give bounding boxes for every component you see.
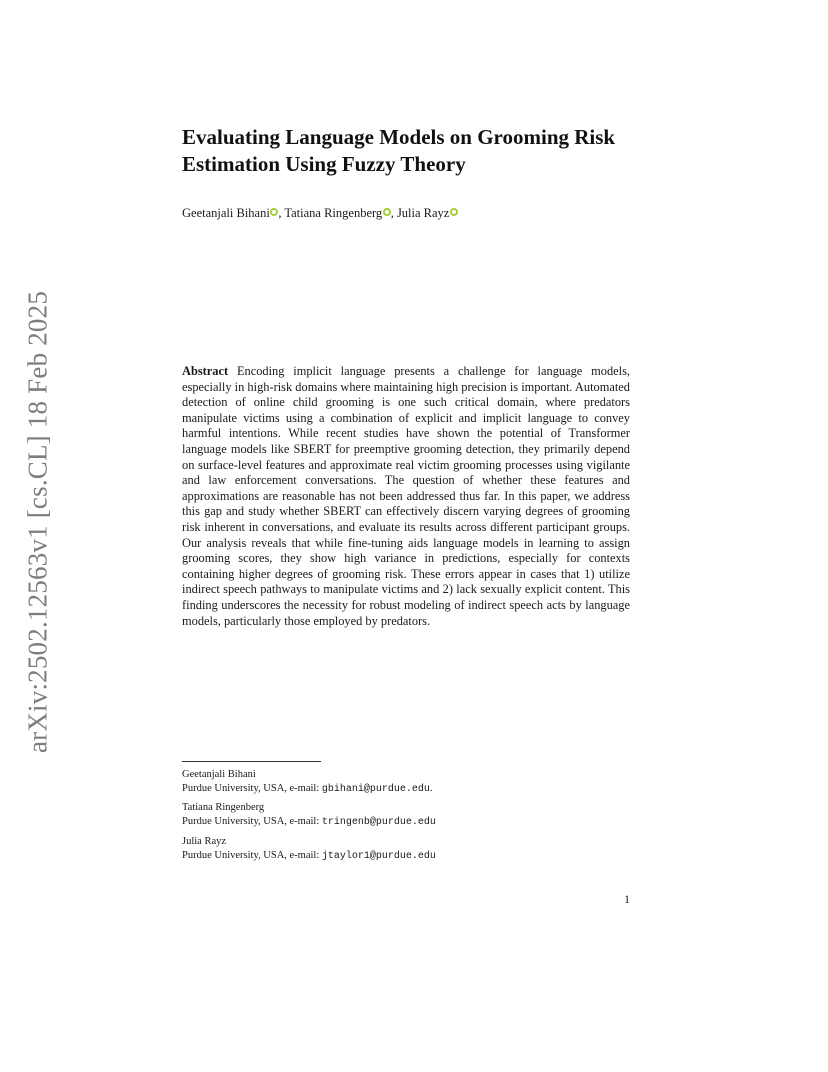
author-name[interactable]: Tatiana Ringenberg [284, 206, 383, 220]
author-separator: , [390, 206, 397, 220]
paper-title-line-1: Evaluating Language Models on Grooming Risk [182, 125, 616, 149]
footnote-divider [182, 761, 321, 762]
affiliation-author-name: Julia Rayz [182, 836, 227, 847]
paper-title [182, 124, 652, 178]
abstract-label: Abstract [182, 364, 229, 378]
author-list [182, 205, 458, 221]
email-link[interactable]: gbihani@purdue.edu [321, 784, 430, 795]
abstract [182, 364, 630, 629]
affiliation-line: Purdue University, USA, e-mail: gbihani@purdue.edu. [182, 783, 433, 795]
email-link[interactable]: jtaylor1@purdue.edu [321, 851, 436, 862]
affiliation-block [182, 801, 436, 830]
arxiv-identifier-stamp: arXiv:2502.12563v1 [cs.CL] 18 Feb 2025 [22, 290, 53, 754]
author-name[interactable]: Julia Rayz [396, 206, 450, 220]
affiliation-author-name: Tatiana Ringenberg [182, 802, 265, 813]
orcid-icon[interactable] [383, 208, 391, 216]
email-link[interactable]: tringenb@purdue.edu [321, 817, 436, 828]
orcid-icon[interactable] [450, 208, 458, 216]
affiliation-block [182, 835, 436, 864]
abstract-text: Encoding implicit language presents a challenge for language models, especially in high-risk domains where maintaining high precision is important. Automated detection of online child grooming is one such critical domain, where predators manipulate victims using a combination of explicit and implicit language to convey harmful intentions. While recent studies have shown the potential of Transformer language models like SBERT for preemptive grooming detection, they primarily depend on surface-level features and approximate real victim grooming processes using vigilante and law enforcement conversations. The question of whether these features and approximations are reasonable has not been addressed thus far. In this paper, we address this gap and study whether SBERT can effectively discern varying degrees of grooming risk inherent in conversations, and evaluate its results across different participant groups. Our analysis reveals that while fine-tuning aids language models in learning to assign grooming scores, they show high variance in predictions, especially for contexts containing higher degrees of grooming risk. These errors appear in cases that 1) utilize indirect speech pathways to manipulate victims and 2) lack sexually explicit content. This finding underscores the necessity for robust modeling of indirect speech acts by language models, particularly those employed by predators. [182, 364, 630, 628]
author-separator: , [278, 206, 285, 220]
paper-title-line-2: Estimation Using Fuzzy Theory [182, 152, 466, 176]
page-number: 1 [624, 892, 630, 906]
affiliation-block [182, 768, 433, 797]
affiliation-line: Purdue University, USA, e-mail: jtaylor1@purdue.edu [182, 850, 436, 862]
affiliation-line: Purdue University, USA, e-mail: tringenb@purdue.edu [182, 816, 436, 828]
affiliation-author-name: Geetanjali Bihani [182, 769, 256, 780]
author-name[interactable]: Geetanjali Bihani [182, 206, 270, 220]
